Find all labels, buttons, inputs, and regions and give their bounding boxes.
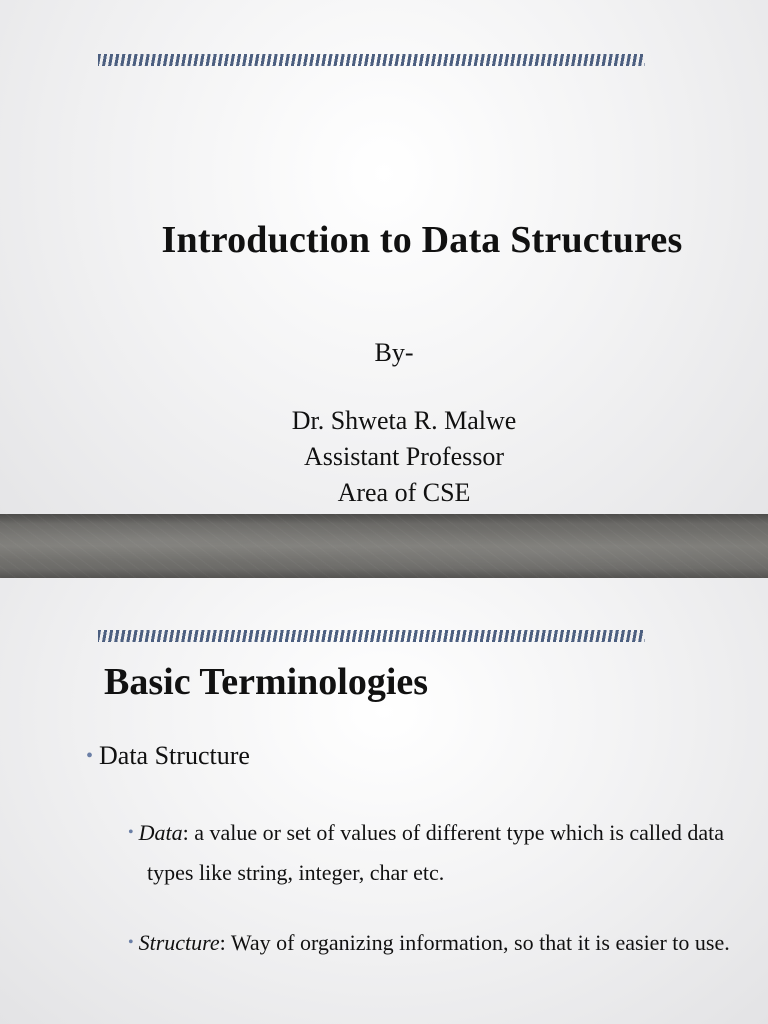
terminology-slide bbox=[0, 578, 768, 1024]
decorative-stripe-bar bbox=[98, 54, 645, 66]
bullet-dot-icon: • bbox=[128, 934, 134, 951]
sub-bullet-data bbox=[128, 814, 738, 891]
term-data: Data bbox=[138, 820, 183, 845]
stone-texture-band bbox=[0, 514, 768, 578]
definition-structure: : Way of organizing information, so that it is easier to use. bbox=[219, 930, 730, 955]
byline: By- bbox=[374, 338, 414, 367]
bullet-text: Data Structure bbox=[99, 741, 250, 770]
definition-data: : a value or set of values of different type which is called data types like string, integer, char etc. bbox=[147, 820, 725, 885]
slide-title: Introduction to Data Structures bbox=[161, 219, 683, 261]
slide-heading: Basic Terminologies bbox=[104, 661, 429, 703]
sub-bullet-structure bbox=[128, 924, 738, 964]
author-role: Assistant Professor bbox=[303, 442, 505, 471]
author-block bbox=[0, 403, 768, 511]
author-area: Area of CSE bbox=[337, 478, 471, 507]
author-name: Dr. Shweta R. Malwe bbox=[291, 406, 517, 435]
bullet-dot-icon: • bbox=[86, 745, 94, 767]
bullet-data-structure bbox=[86, 738, 250, 776]
decorative-stripe-bar bbox=[98, 630, 645, 642]
term-structure: Structure bbox=[138, 930, 220, 955]
bullet-dot-icon: • bbox=[128, 824, 134, 841]
